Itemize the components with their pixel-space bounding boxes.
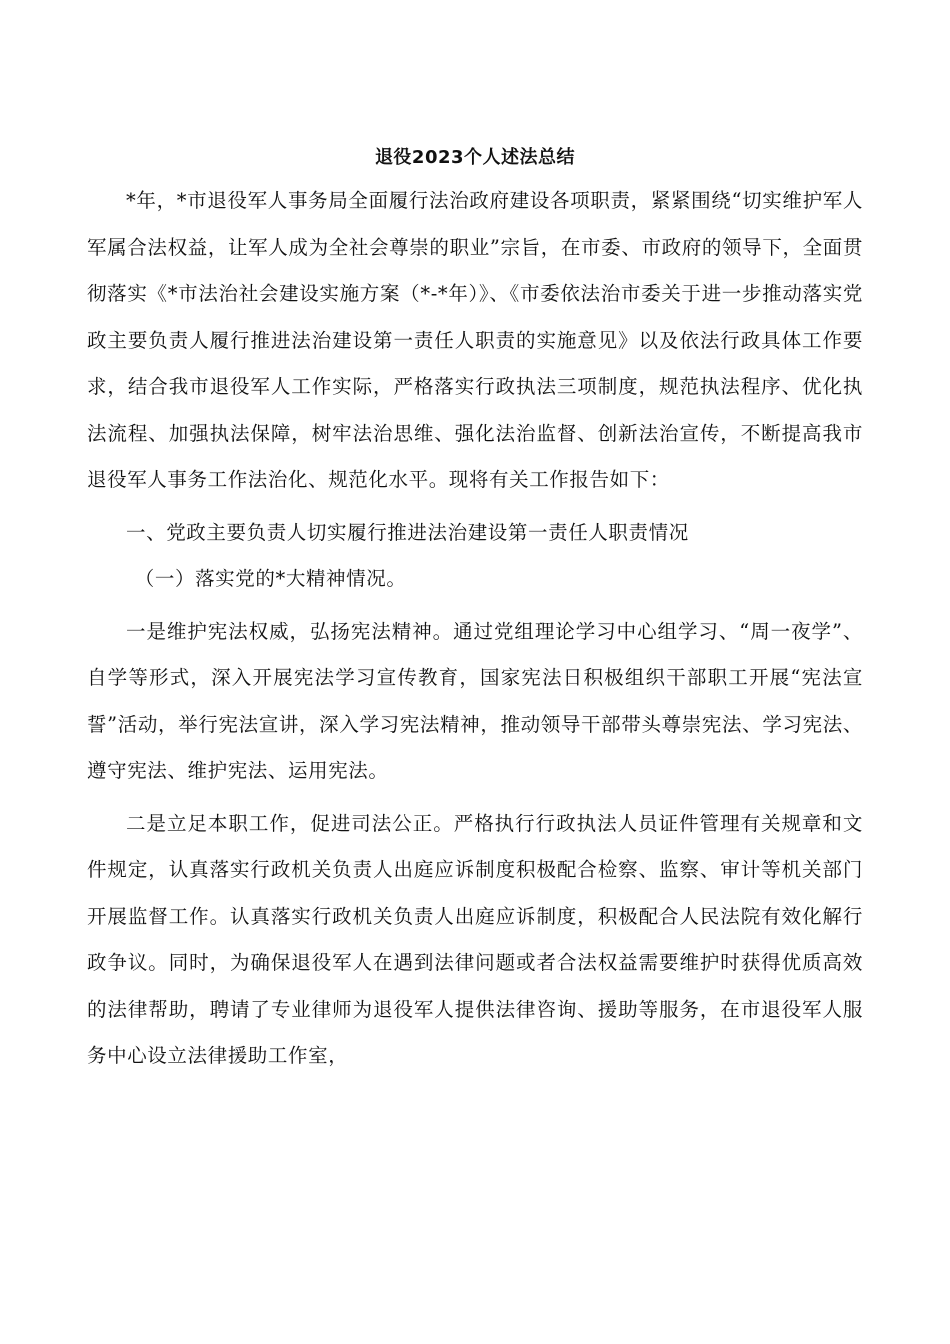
section-heading-1: 一、党政主要负责人切实履行推进法治建设第一责任人职责情况 — [126, 520, 689, 544]
intro-paragraph: *年，*市退役军人事务局全面履行法治政府建设各项职责，紧紧围绕“切实维护军人军属合法权益，让军人成为全社会尊崇的职业”宗旨，在市委、市政府的领导下，全面贯彻落实《*市法治社会建设实施方案（*-*年）》、《市委依法治市委关于进一步推动落实党政主要负责人履行推进法治建设第一责任人职责的实施意见》以及依法行政具体工作要求，结合我市退役军人工作实际，严格落实行政执法三项制度，规范执法程序、优化执法流程、加强执法保障，树牢法治思维、强化法治监督、创新法治宣传，不断提高我市退役军人事务工作法治化、规范化水平。现将有关工作报告如下： — [87, 189, 863, 491]
document-page — [87, 138, 863, 1080]
body-paragraph-2: 二是立足本职工作，促进司法公正。严格执行行政执法人员证件管理有关规章和文件规定，认真落实行政机关负责人出庭应诉制度积极配合检察、监察、审计等机关部门开展监督工作。认真落实行政机关负责人出庭应诉制度，积极配合人民法院有效化解行政争议。同时，为确保退役军人在遇到法律问题或者合法权益需要维护时获得优质高效的法律帮助，聘请了专业律师为退役军人提供法律咨询、援助等服务，在市退役军人服务中心设立法律援助工作室， — [87, 811, 863, 1067]
document-title: 退役2023个人述法总结 — [374, 147, 576, 168]
body-paragraph-1: 一是维护宪法权威，弘扬宪法精神。通过党组理论学习中心组学习、“周一夜学”、自学等形式，深入开展宪法学习宣传教育，国家宪法日积极组织干部职工开展“宪法宣誓”活动，举行宪法宣讲，深入学习宪法精神，推动领导干部带头尊崇宪法、学习宪法、遵守宪法、维护宪法、运用宪法。 — [87, 619, 863, 782]
subsection-heading-1: （一）落实党的*大精神情况。 — [134, 567, 407, 590]
